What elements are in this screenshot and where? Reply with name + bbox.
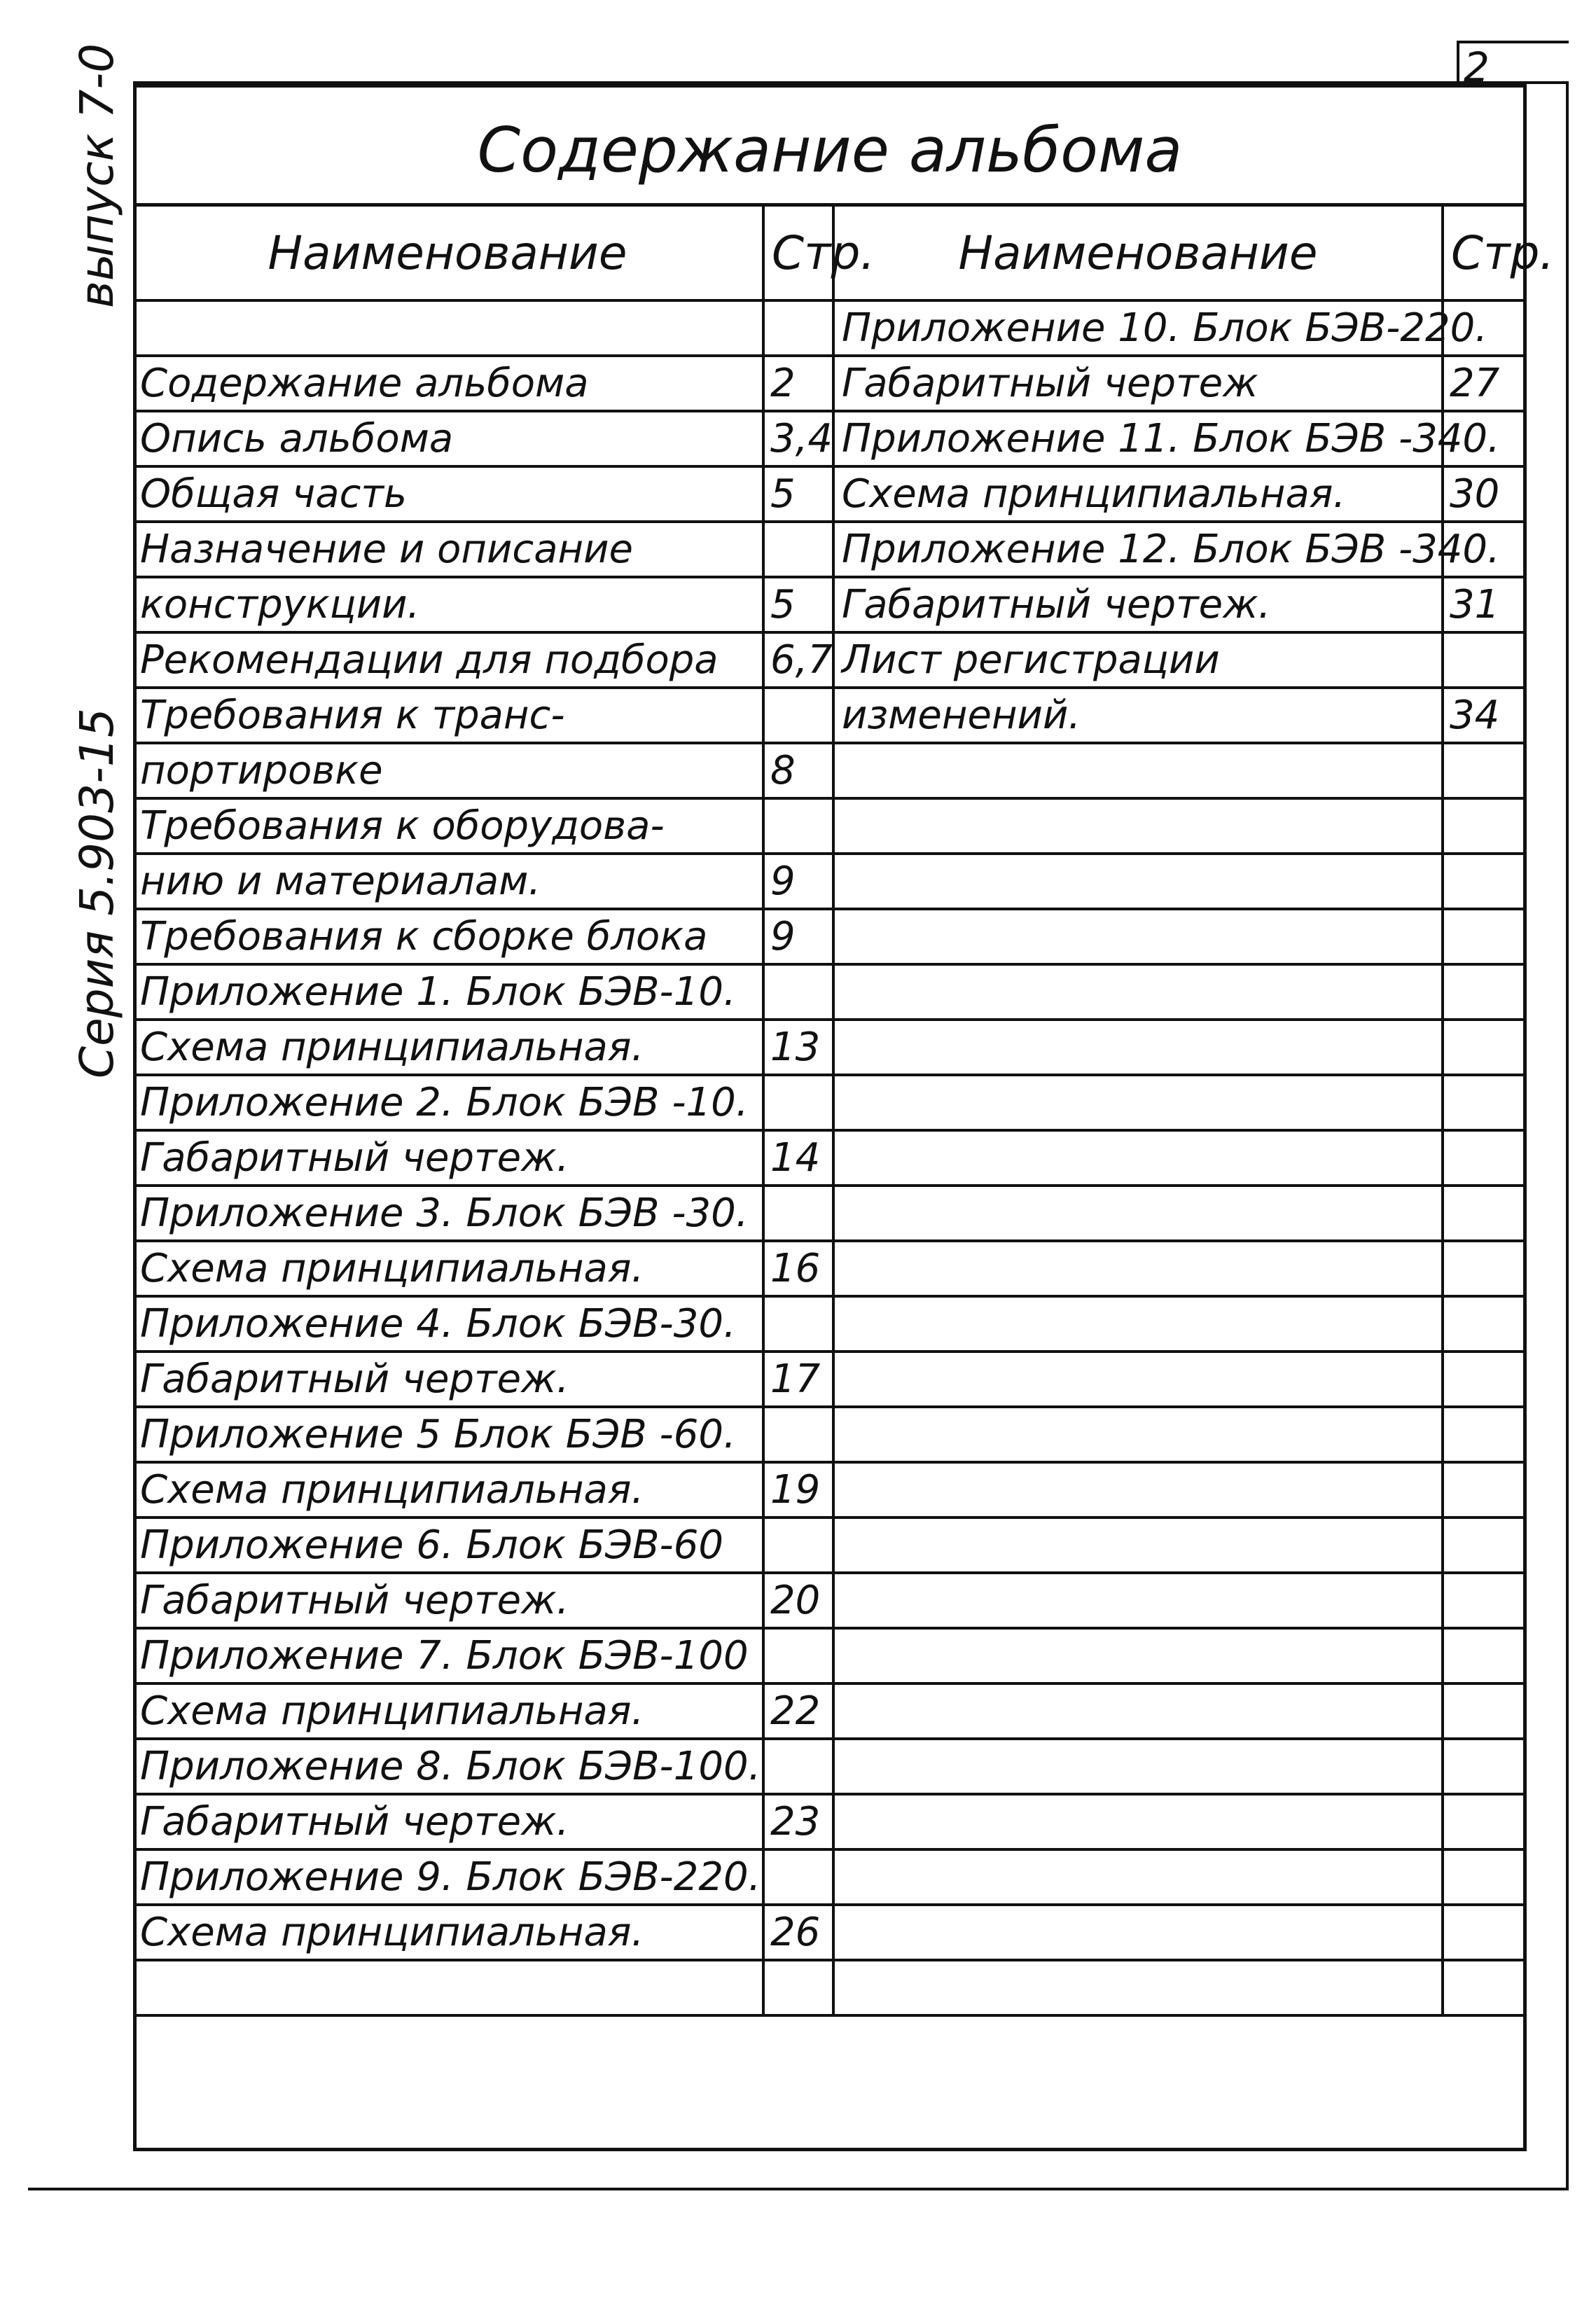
right-item-page [1443,1739,1527,1794]
right-item-page: 30 [1443,466,1527,522]
right-item-name [833,1296,1443,1352]
table-row [133,1794,1527,1849]
table-row [133,1573,1527,1628]
table-row [133,1849,1527,1905]
table-row [133,1020,1527,1075]
right-item-name: Габаритный чертеж [833,356,1443,411]
left-page-header: Стр. [763,205,833,301]
table-row [133,1130,1527,1186]
left-item-name: Опись альбома [133,411,763,466]
left-item-name: Приложение 5 Блок БЭВ -60. [133,1407,763,1462]
left-item-name: Приложение 9. Блок БЭВ-220. [133,1849,763,1905]
contents-table [133,203,1555,2017]
left-item-page [763,1075,833,1130]
right-item-name [833,1517,1443,1573]
left-item-page: 5 [763,466,833,522]
right-item-page [1443,1352,1527,1407]
right-item-page [1443,632,1527,688]
left-item-name: Схема принципиальная. [133,1683,763,1739]
right-item-name: Лист регистрации [833,632,1443,688]
left-item-page: 23 [763,1794,833,1849]
right-edge-line [1566,81,1569,2189]
table-row [133,1352,1527,1407]
right-item-name [833,1130,1443,1186]
table-row [133,1296,1527,1352]
left-item-page: 22 [763,1683,833,1739]
table-row [133,411,1527,466]
left-item-page [763,688,833,743]
left-item-page [763,1849,833,1905]
left-item-page [763,1739,833,1794]
header-row [133,205,1527,301]
left-item-name: Приложение 1. Блок БЭВ-10. [133,964,763,1020]
table-row [133,1241,1527,1296]
left-item-page: 9 [763,854,833,909]
left-item-page: 26 [763,1905,833,1960]
right-item-page: 31 [1443,577,1527,632]
right-item-name [833,743,1443,798]
left-item-name: Габаритный чертеж. [133,1573,763,1628]
right-page-header: Стр. [1443,205,1527,301]
left-item-page: 2 [763,356,833,411]
right-item-page [1443,1683,1527,1739]
right-item-page [1443,964,1527,1020]
table-row [133,356,1527,411]
table-row [133,743,1527,798]
page-box-left [1457,42,1459,84]
left-item-name: Требования к транс- [133,688,763,743]
left-name-header: Наименование [133,205,763,301]
left-item-page [763,1517,833,1573]
left-item-name: Схема принципиальная. [133,1020,763,1075]
right-item-page [1443,1186,1527,1241]
right-item-name [833,1960,1443,2015]
right-item-page [1443,1573,1527,1628]
left-item-name: Габаритный чертеж. [133,1352,763,1407]
right-item-name: Приложение 10. Блок БЭВ-220. [833,300,1443,356]
left-item-page: 6,7 [763,632,833,688]
left-item-page: 5 [763,577,833,632]
right-item-name [833,1794,1443,1849]
left-item-page: 8 [763,743,833,798]
right-item-page [1443,1628,1527,1683]
right-item-name [833,1849,1443,1905]
right-item-name [833,1186,1443,1241]
table-row [133,522,1527,577]
table-row [133,1960,1527,2015]
page-title: Содержание альбома [477,114,1183,186]
left-item-name: Приложение 2. Блок БЭВ -10. [133,1075,763,1130]
table-row [133,1517,1527,1573]
left-item-page: 3,4 [763,411,833,466]
left-item-name: Габаритный чертеж. [133,1130,763,1186]
table-row [133,1905,1527,1960]
right-item-name [833,909,1443,964]
left-item-name: нию и материалам. [133,854,763,909]
right-item-name: Приложение 11. Блок БЭВ -340. [833,411,1443,466]
left-item-name: портировке [133,743,763,798]
right-item-page [1443,1020,1527,1075]
page-number: 2 [1464,43,1490,91]
table-row [133,798,1527,854]
right-item-name: Схема принципиальная. [833,466,1443,522]
right-item-name [833,1407,1443,1462]
left-item-page [763,1296,833,1352]
right-item-name: Приложение 12. Блок БЭВ -340. [833,522,1443,577]
right-item-page [1443,909,1527,964]
right-item-page [1443,1794,1527,1849]
left-item-page: 14 [763,1130,833,1186]
table-row [133,1739,1527,1794]
left-item-name: Рекомендации для подбора [133,632,763,688]
right-item-page [1443,743,1527,798]
table-row [133,909,1527,964]
bottom-edge-line [28,2188,1569,2190]
right-item-name [833,854,1443,909]
left-item-name: Приложение 4. Блок БЭВ-30. [133,1296,763,1352]
left-item-name: Назначение и описание [133,522,763,577]
right-item-name [833,1573,1443,1628]
left-item-page [763,964,833,1020]
left-item-page: 19 [763,1462,833,1517]
right-item-page [1443,1296,1527,1352]
left-item-name: Приложение 8. Блок БЭВ-100. [133,1739,763,1794]
right-item-page: 27 [1443,356,1527,411]
right-item-name [833,1352,1443,1407]
right-item-name [833,1462,1443,1517]
left-item-page: 17 [763,1352,833,1407]
right-item-name [833,1075,1443,1130]
right-item-name [833,1628,1443,1683]
side-label-issue: выпуск 7-0 [70,43,124,308]
right-item-name [833,1905,1443,1960]
left-item-name: Приложение 6. Блок БЭВ-60 [133,1517,763,1573]
left-item-name: Габаритный чертеж. [133,1794,763,1849]
table-row [133,964,1527,1020]
left-item-name [133,1960,763,2015]
right-item-page: 34 [1443,688,1527,743]
left-item-name: Требования к сборке блока [133,909,763,964]
left-item-page [763,798,833,854]
table-row [133,1462,1527,1517]
table-row [133,577,1527,632]
left-item-name: Содержание альбома [133,356,763,411]
left-item-name: Схема принципиальная. [133,1905,763,1960]
left-item-page: 9 [763,909,833,964]
left-item-page [763,1628,833,1683]
table-row [133,466,1527,522]
table-row [133,688,1527,743]
left-item-name: Схема принципиальная. [133,1241,763,1296]
right-item-name [833,964,1443,1020]
left-item-page [763,1960,833,2015]
table-row [133,1186,1527,1241]
right-item-name: Габаритный чертеж. [833,577,1443,632]
right-item-name [833,1739,1443,1794]
left-item-page: 16 [763,1241,833,1296]
right-item-name [833,1683,1443,1739]
left-item-page [763,300,833,356]
table-row [133,854,1527,909]
left-item-name [133,300,763,356]
right-item-page [1443,798,1527,854]
right-item-name [833,1241,1443,1296]
left-item-name: Приложение 3. Блок БЭВ -30. [133,1186,763,1241]
right-item-page [1443,1462,1527,1517]
table-row [133,1683,1527,1739]
right-item-name [833,1020,1443,1075]
side-label-series: Серия 5.903-15 [70,708,124,1078]
right-item-page [1443,854,1527,909]
left-item-page [763,1186,833,1241]
right-item-name: изменений. [833,688,1443,743]
left-item-name: Приложение 7. Блок БЭВ-100 [133,1628,763,1683]
left-item-page [763,522,833,577]
left-item-name: Схема принципиальная. [133,1462,763,1517]
right-item-page [1443,1241,1527,1296]
left-item-page: 13 [763,1020,833,1075]
left-item-name: конструкции. [133,577,763,632]
right-item-page [1443,1407,1527,1462]
table-row [133,632,1527,688]
right-item-page [1443,1905,1527,1960]
table-row [133,1075,1527,1130]
table-row [133,300,1527,356]
left-item-name: Общая часть [133,466,763,522]
right-item-name [833,798,1443,854]
right-item-page [1443,1517,1527,1573]
right-item-page [1443,1960,1527,2015]
left-item-page [763,1407,833,1462]
right-item-page [1443,1849,1527,1905]
left-item-name: Требования к оборудова- [133,798,763,854]
right-name-header: Наименование [833,205,1443,301]
table-row [133,1407,1527,1462]
table-row [133,1628,1527,1683]
left-item-page: 20 [763,1573,833,1628]
right-item-page [1443,1075,1527,1130]
right-item-page [1443,1130,1527,1186]
